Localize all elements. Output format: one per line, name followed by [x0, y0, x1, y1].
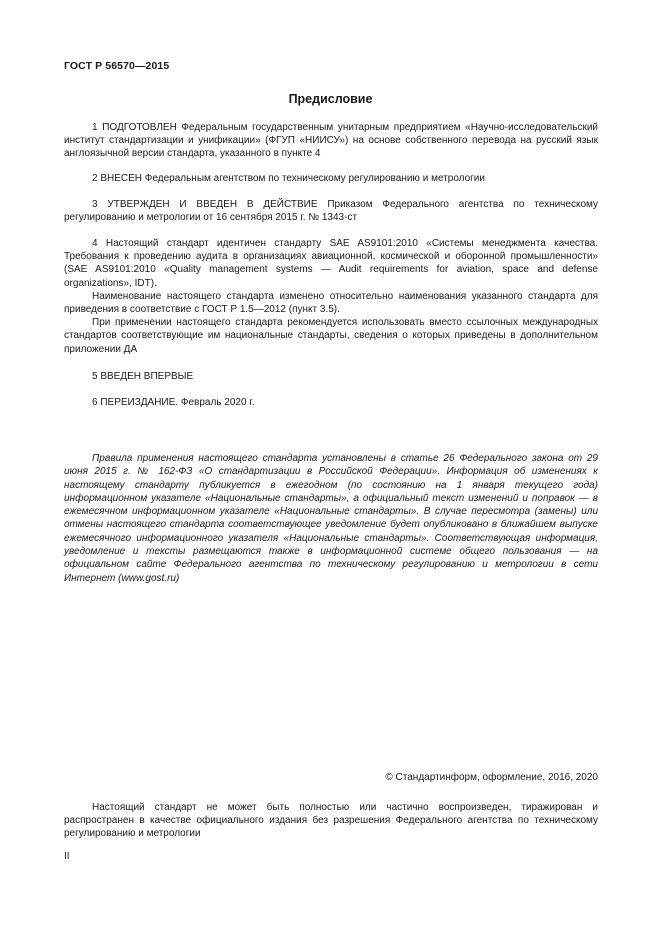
foreword-item-text: 6 ПЕРЕИЗДАНИЕ. Февраль 2020 г.	[92, 397, 255, 408]
standard-header: ГОСТ Р 56570—2015	[64, 60, 170, 72]
legal-notice: Настоящий стандарт не может быть полностью или частично воспроизведен, тиражирован и распространен в качестве официального издания без разрешения Федерального агентства по техническому регулированию и метрологии	[64, 802, 598, 840]
foreword-item-note: При применении настоящего стандарта рекомендуется использовать вместо ссылочных международных стандартов соответствующие им национальные стандарты, сведения о которых приведены в дополнительном приложении ДА	[64, 317, 598, 355]
foreword-item-1	[64, 121, 598, 161]
foreword-item-4	[64, 237, 598, 356]
copyright-line: © Стандартинформ, оформление, 2016, 2020	[385, 772, 598, 783]
foreword-item-2	[64, 172, 598, 185]
foreword-item-text: 4 Настоящий стандарт идентичен стандарту SAE AS9101:2010 «Системы менеджмента качества. Требования к проведению аудита в организациях авиационной, космической и оборонной промышленности» (SAE AS9101:2010 «Quality management systems — Audit requirements for aviation, space and defense organizations», IDT).	[64, 238, 598, 289]
foreword-item-6	[64, 396, 598, 409]
application-rules-notice: Правила применения настоящего стандарта установлены в статье 26 Федерального закона от 29 июня 2015 г. № 162-ФЗ «О стандартизации в Российской Федерации». Информация об изменениях к настоящему стандарту публикуется в ежегодном (по состоянию на 1 января текущего года) информационном указателе «Национальные стандарты», а официальный текст изменений и поправок — в ежемесячном информационном указателе «Национальные стандарты». В случае пересмотра (замены) или отмены настоящего стандарта соответствующее уведомление будет опубликовано в ближайшем выпуске ежемесячного информационного указателя «Национальные стандарты». Соответствующая информация, уведомление и тексты размещаются также в информационной системе общего пользования — на официальном сайте Федерального агентства по техническому регулированию и метрологии в сети Интернет (www.gost.ru)	[64, 453, 598, 584]
foreword-item-text: 3 УТВЕРЖДЕН И ВВЕДЕН В ДЕЙСТВИЕ Приказом Федерального агентства по техническому регулированию и метрологии от 16 сентября 2015 г. № 1343-ст	[64, 199, 598, 224]
page-title: Предисловие	[288, 92, 373, 106]
page-number: II	[64, 851, 70, 862]
foreword-item-text: 1 ПОДГОТОВЛЕН Федеральным государственным унитарным предприятием «Научно-исследовательский институт стандартизации и унификации» (ФГУП «НИИСУ») на основе собственного перевода на русский язык англоязычной версии стандарта, указанного в пункте 4	[64, 122, 598, 160]
foreword-item-text: 5 ВВЕДЕН ВПЕРВЫЕ	[92, 371, 194, 382]
foreword-item-5	[64, 370, 598, 383]
foreword-item-note: Наименование настоящего стандарта изменено относительно наименования указанного стандарта для приведения в соответствие с ГОСТ Р 1.5—2012 (пункт 3.5).	[64, 290, 598, 316]
foreword-item-3	[64, 198, 598, 224]
foreword-item-text: 2 ВНЕСЕН Федеральным агентством по техническому регулированию и метрологии	[92, 173, 485, 184]
